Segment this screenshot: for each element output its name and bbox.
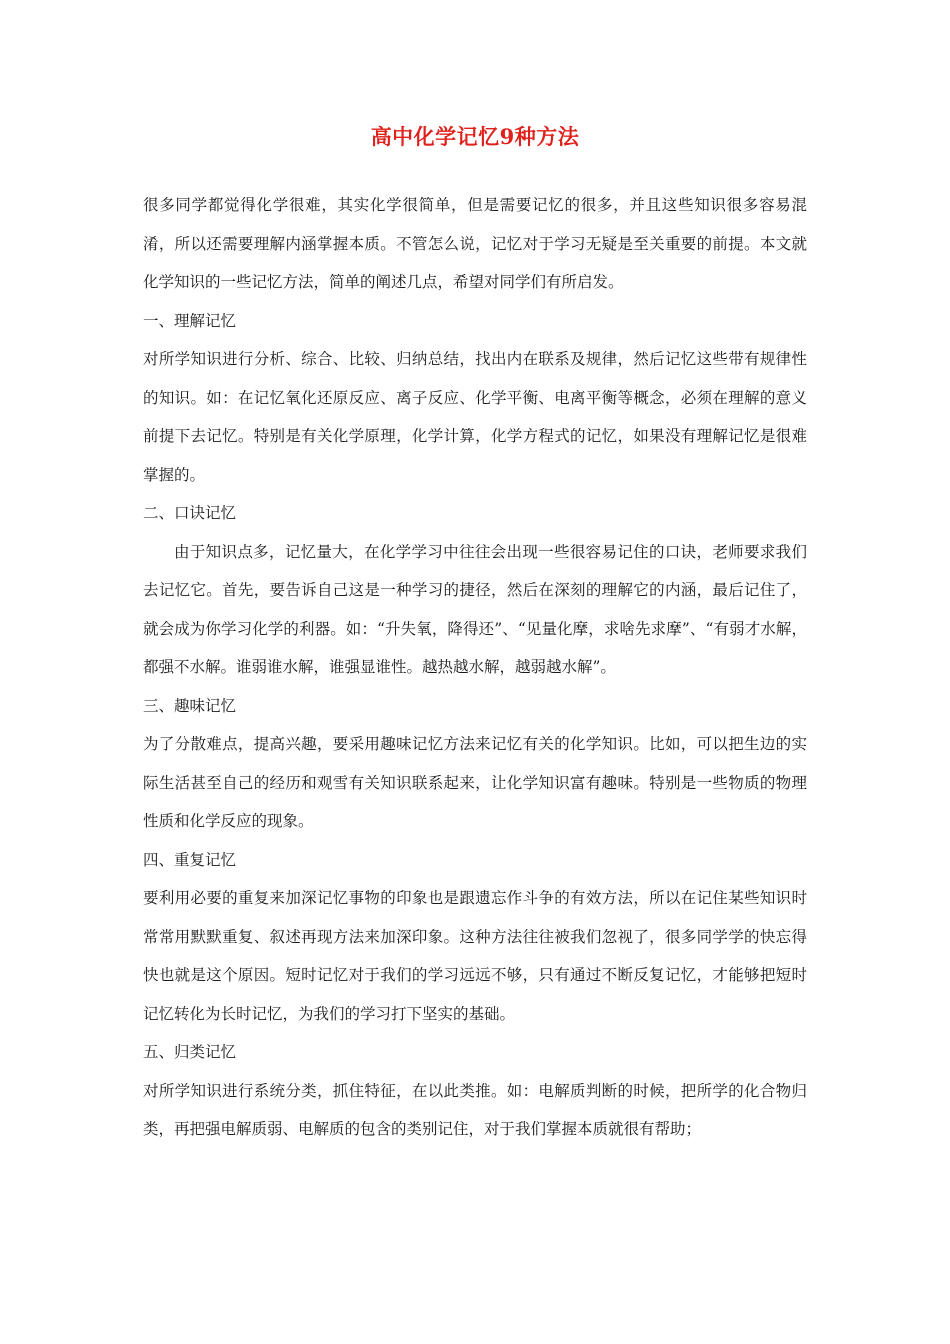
section-heading-mnemonic: 二、口诀记忆: [143, 504, 237, 522]
section-paragraph-understanding: 对所学知识进行分析、综合、比较、归纳总结，找出内在联系及规律，然后记忆这些带有规律性的知识。如：在记忆氧化还原反应、离子反应、化学平衡、电离平衡等概念，必须在理解的意义前提下去记忆。特别是有关化学原理，化学计算，化学方程式的记忆，如果没有理解记忆是很难掌握的。: [143, 350, 807, 484]
section-heading-classification: 五、归类记忆: [143, 1043, 237, 1061]
section-paragraph-repetition: 要利用必要的重复来加深记忆事物的印象也是跟遗忘作斗争的有效方法，所以在记住某些知识时常常用默默重复、叙述再现方法来加深印象。这种方法往往被我们忽视了，很多同学学的快忘得快也就是这个原因。短时记忆对于我们的学习远远不够，只有通过不断反复记忆，才能够把短时记忆转化为长时记忆，为我们的学习打下坚实的基础。: [143, 889, 807, 1023]
section-heading-repetition: 四、重复记忆: [143, 850, 237, 869]
section-heading-understanding: 一、理解记忆: [143, 311, 237, 330]
document-title: 高中化学记忆9种方法: [370, 124, 580, 149]
section-paragraph-classification: 对所学知识进行系统分类，抓住特征，在以此类推。如：电解质判断的时候，把所学的化合物归类，再把强电解质弱、电解质的包含的类别记住，对于我们掌握本质就很有帮助；: [143, 1081, 807, 1138]
section-paragraph-interest: 为了分散难点，提高兴趣，要采用趣味记忆方法来记忆有关的化学知识。比如，可以把生边的实际生活甚至自己的经历和观雪有关知识联系起来，让化学知识富有趣味。特别是一些物质的物理性质和化学反应的现象。: [143, 735, 807, 830]
section-heading-interest: 三、趣味记忆: [143, 696, 237, 715]
intro-paragraph: 很多同学都觉得化学很难，其实化学很简单，但是需要记忆的很多，并且这些知识很多容易混淆，所以还需要理解内涵掌握本质。不管怎么说，记忆对于学习无疑是至关重要的前提。本文就化学知识的一些记忆方法，简单的阐述几点，希望对同学们有所启发。: [143, 196, 807, 291]
document-body: [143, 186, 807, 1149]
section-paragraph-mnemonic: 由于知识点多，记忆量大，在化学学习中往往会出现一些很容易记住的口诀，老师要求我们去记忆它。首先，要告诉自己这是一种学习的捷径，然后在深刻的理解它的内涵，最后记住了，就会成为你学习化学的利器。如：“升失氧，降得还”、“见量化摩，求啥先求摩”、“有弱才水解，都强不水解。谁弱谁水解，谁强显谁性。越热越水解，越弱越水解”。: [143, 542, 807, 676]
